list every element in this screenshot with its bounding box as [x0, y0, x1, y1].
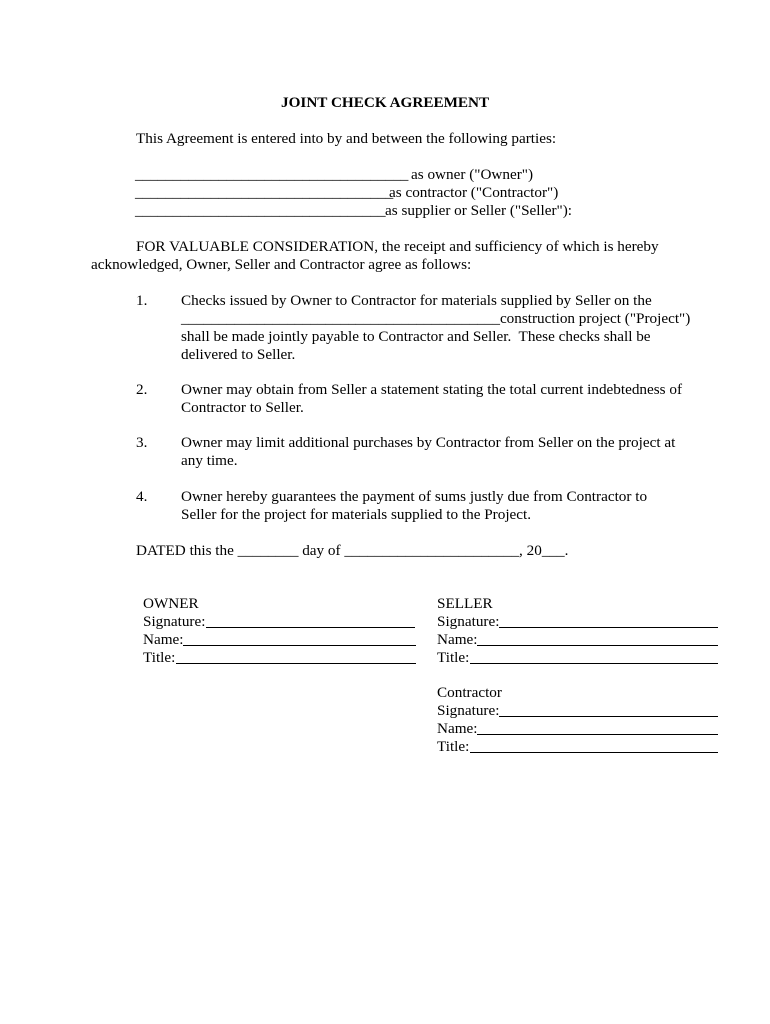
- item-1-line-3: shall be made jointly payable to Contractor and Seller. These checks shall be: [181, 328, 651, 345]
- dated-line: DATED this the ________ day of _______________________, 20___.: [136, 542, 569, 559]
- consideration-line-1: FOR VALUABLE CONSIDERATION, the receipt and sufficiency of which is hereby: [136, 238, 659, 255]
- contractor-signature-label: Signature:: [437, 702, 500, 719]
- seller-signature-label: Signature:: [437, 613, 500, 630]
- contractor-name-label: Name:: [437, 720, 478, 737]
- item-2-number: 2.: [136, 381, 148, 398]
- seller-title-line[interactable]: [470, 662, 718, 664]
- owner-name-line[interactable]: [183, 644, 416, 646]
- item-1-line-2: __________________________________________construction project ("Project"): [181, 310, 691, 327]
- item-2-line-2: Contractor to Seller.: [181, 399, 304, 416]
- contractor-title-label: Title:: [437, 738, 470, 755]
- contractor-title-line[interactable]: [470, 751, 718, 753]
- seller-name-line[interactable]: [477, 644, 718, 646]
- intro-text: This Agreement is entered into by and between the following parties:: [136, 130, 557, 147]
- seller-heading: SELLER: [437, 595, 493, 612]
- item-3-line-2: any time.: [181, 452, 238, 469]
- owner-name-label: Name:: [143, 631, 184, 648]
- item-1-line-1: Checks issued by Owner to Contractor for materials supplied by Seller on the: [181, 292, 652, 309]
- contractor-name-line[interactable]: [477, 733, 718, 735]
- seller-name-label: Name:: [437, 631, 478, 648]
- party-seller-label: as supplier or Seller ("Seller"):: [385, 202, 573, 219]
- party-seller-blank: _________________________________: [135, 202, 386, 219]
- contractor-heading: Contractor: [437, 684, 502, 701]
- item-1-line-4: delivered to Seller.: [181, 346, 296, 363]
- item-4-line-2: Seller for the project for materials supplied to the Project.: [181, 506, 532, 523]
- contractor-signature-line[interactable]: [499, 715, 718, 717]
- owner-signature-label: Signature:: [143, 613, 206, 630]
- owner-heading: OWNER: [143, 595, 199, 612]
- party-owner-label: as owner ("Owner"): [411, 166, 534, 183]
- owner-title-line[interactable]: [176, 662, 416, 664]
- party-contractor-label: as contractor ("Contractor"): [389, 184, 559, 201]
- item-3-line-1: Owner may limit additional purchases by Contractor from Seller on the project at: [181, 434, 676, 451]
- seller-signature-line[interactable]: [499, 626, 718, 628]
- owner-title-label: Title:: [143, 649, 176, 666]
- item-1-number: 1.: [136, 292, 148, 309]
- item-4-line-1: Owner hereby guarantees the payment of sums justly due from Contractor to: [181, 488, 648, 505]
- consideration-line-2: acknowledged, Owner, Seller and Contractor agree as follows:: [91, 256, 472, 273]
- item-3-number: 3.: [136, 434, 148, 451]
- party-owner-blank: ____________________________________: [135, 166, 409, 183]
- document-title: JOINT CHECK AGREEMENT: [281, 94, 490, 111]
- item-2-line-1: Owner may obtain from Seller a statement stating the total current indebtedness of: [181, 381, 683, 398]
- party-contractor-blank: __________________________________: [135, 184, 394, 201]
- owner-signature-line[interactable]: [206, 626, 415, 628]
- item-4-number: 4.: [136, 488, 148, 505]
- seller-title-label: Title:: [437, 649, 470, 666]
